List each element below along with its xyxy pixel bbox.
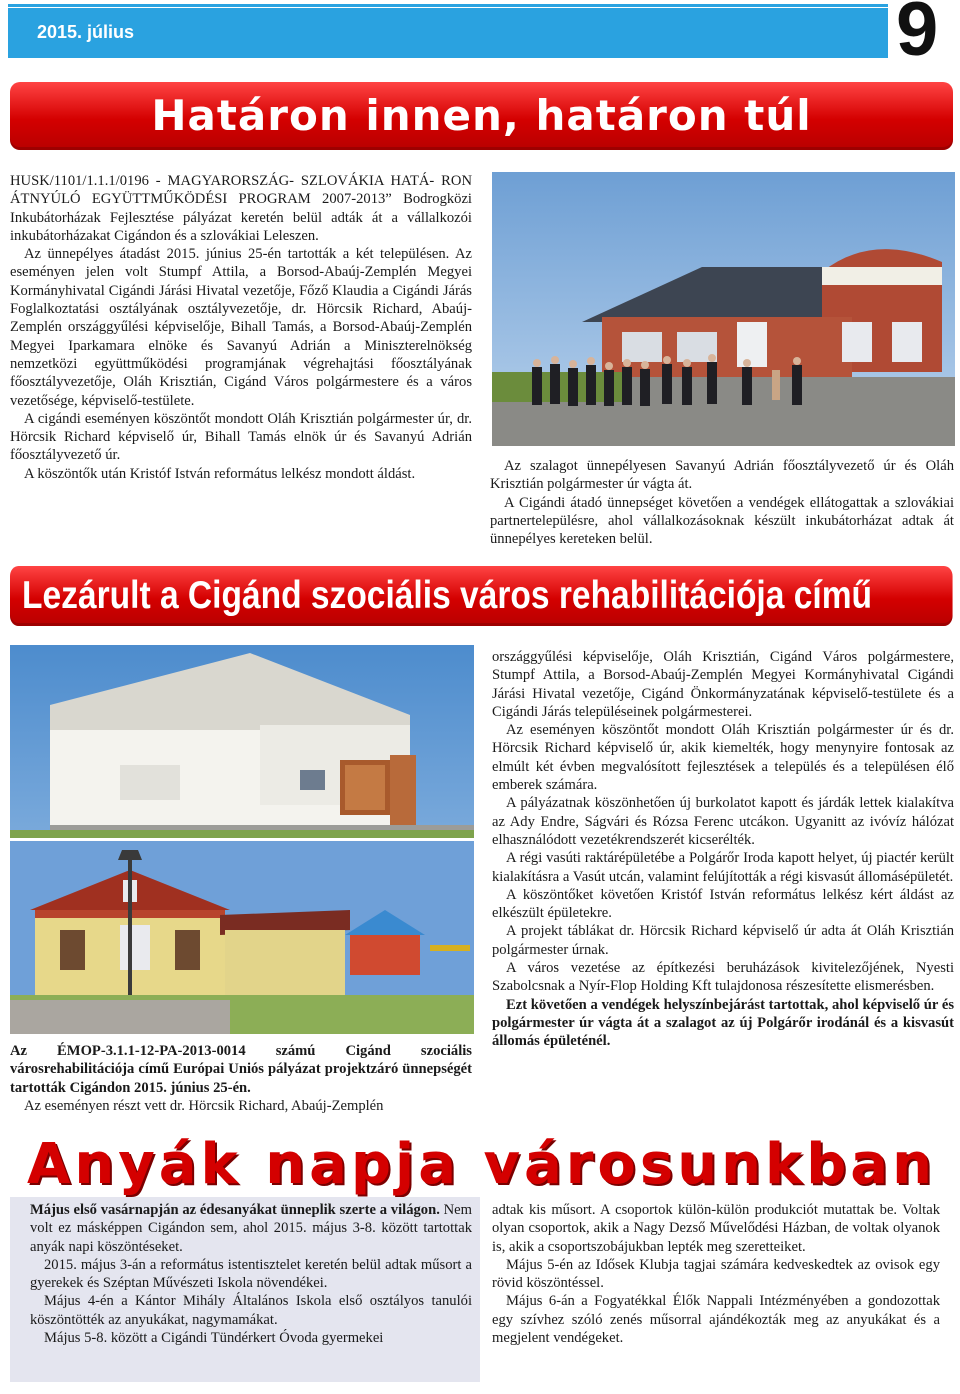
article2-p2: Az eseményen köszöntőt mondott Oláh Krisztián polgármester úr és dr. Hörcsik Richard képviselő úr, akik kiemelték, hogy menynyire fontosak az elmúlt két évben megvalósított fejlesztések a település és a településen élő emberek számára.	[492, 722, 954, 794]
article3-title: Anyák napja városunkban	[10, 1132, 953, 1197]
ribbon-cutting-photo	[492, 172, 955, 446]
page-number: 9	[896, 0, 939, 72]
renovated-buildings-photo	[10, 645, 474, 1034]
article3-right-column	[492, 1201, 940, 1347]
article1-title: Határon innen, határon túl	[10, 82, 953, 150]
article3-p5: adtak kis műsort. A csoportok külön-külön produkciót mutattak be. Voltak olyan csoportok, akik a Nagy Dezső Művelődési Házban, de voltak olyanok is, akik a csoportszobájukban lepték meg szeretteiket.	[492, 1202, 940, 1255]
article3-p6: Május 5-én az Idősek Klubja tagjai számára kedveskedtek az ovisok egy rövid köszöntéssel.	[492, 1256, 940, 1292]
article3-p7: Május 6-án a Fogyatékkal Élők Nappali Intézményében a gondozottak egy szívhez szóló zenés műsorral ajándékozták meg az anyukákat és a megjelent vendégeket.	[492, 1293, 940, 1347]
article2-right-column	[492, 648, 954, 1051]
article1-body	[10, 172, 472, 483]
article3-p4: Május 5-8. között a Cigándi Tündérkert Óvoda gyermekei	[44, 1330, 384, 1347]
article1-right-column	[490, 457, 954, 548]
article1-p3: A köszöntők után Kristóf István református lelkész mondott áldást.	[24, 465, 416, 482]
article1-p1: Az ünnepélyes átadást 2015. június 25-én tartották a két településen. Az eseményen jelen volt Stumpf Attila, a Borsod-Abaúj-Zemplén Megyei Kormányhivatal Cigándi Járási Hivatal vezetője, Főző Klaudia a Cigándi Járás Foglalkoztatási osztályának osztályvezetője, dr. Hörcsik Richard, Abaúj-Zemplén országgyűlési képviselője, Bihall Tamás, a Borsod-Abaúj-Zemplén Megyei Iparkamara elnöke és Savanyú Adrián a Miniszterelnökség nemzetközi együttműködési programjának végrehajtási főosztályának főosztályvezetője, Oláh Krisztián, Cigánd Város polgármestere és a város vezetősége, képviselő-testülete.	[10, 246, 472, 409]
article3-p3: Május 4-én a Kántor Mihály Általános Iskola első osztályos tanulói köszöntötték az anyukákat, nagymamákat.	[30, 1293, 472, 1328]
article2-p4: A régi vasúti raktárépületébe a Polgárőr Iroda kapott helyet, új piactér került kialakításra a Vasút utcán, valamint felújították a régi kisvasút állomásépületét.	[492, 850, 954, 885]
issue-date: 2015. július	[37, 22, 135, 42]
article2-left-column	[10, 1042, 472, 1115]
article3-p1-bold: Május első vasárnapján az édesanyákat ünneplik szerte a világon.	[30, 1202, 440, 1218]
header-bar	[8, 8, 888, 58]
article2-p1-cont: országgyűlési képviselője, Oláh Krisztián, Cigánd Város polgármestere, Stumpf Attila, a Borsod-Abaúj-Zemplén Megyei Kormányhivatal Cigándi Járási Hivatal vezetője, Cigánd Önkormányzatának képviselő-testülete és a Cigándi Járás településeinek polgármesterei.	[492, 649, 954, 720]
article1-lead: HUSK/1101/1.1.1/0196 - MAGYARORSZÁG- SZLOVÁKIA HATÁ- RON ÁTNYÚLÓ EGYÜTTMŰKÖDÉSI PROGRAM 2007-2013” Bodrogközi Inkubátorházak Fejlesztése pályázat keretén belül adták át a vállalkozói inkubátorházakat Cigándon és a szlovákiai Leleszen.	[10, 173, 472, 244]
article1-p2: A cigándi eseményen köszöntőt mondott Oláh Krisztián polgármester úr, dr. Hörcsik Richard képviselő úr, Bihall Tamás elnök úr és Savanyú Adrián főosztályvezető úr.	[10, 410, 472, 464]
article2-p5: A köszöntőket követően Kristóf István református lelkész kért áldást az elkészült épületekre.	[492, 886, 954, 922]
article3-left-column	[30, 1201, 472, 1347]
article2-p7: A város vezetése az építkezési beruházások kivitelezőjének, Nyesti Szabolcsnak a Nyír-Flop Holding Kft tulajdonosa részesítette elismerésben.	[492, 960, 954, 995]
article2-p3: A pályázatnak köszönhetően új burkolatot kapott és járdák lettek kialakítva az Ady Endre, Ságvári és Rózsa Ferenc utcákon. Ugyanitt az ivóvíz hálózat elhasználódott vezetékrendszerét kicserélték.	[492, 795, 954, 848]
article1-p4: A Cigándi átadó ünnepséget követően a vendégek ellátogattak a szlovákiai partnertelepülésre, ahol vállalkozásoknak készült inkubátorházat adtak át ünnepélyes kereteken belül.	[490, 494, 954, 548]
article2-p1-start: Az eseményen részt vett dr. Hörcsik Richard, Abaúj-Zemplén	[24, 1097, 384, 1114]
article3-p2: 2015. május 3-án a református istentisztelet keretén belül adtak műsort a gyerekek és Széptan Művészeti Iskola növendékei.	[30, 1256, 472, 1292]
article2-title: Lezárult a Cigánd szociális város rehabilitációja című	[10, 566, 953, 626]
header-top-line	[8, 4, 888, 7]
photo1-caption: Az szalagot ünnepélyesen Savanyú Adrián főosztályvezető úr és Oláh Krisztián polgármester úr vágta át.	[490, 458, 954, 493]
article2-lead: Az ÉMOP-3.1.1-12-PA-2013-0014 számú Cigánd szociális városrehabilitációja című Európai Uniós pályázat projektzáró ünnepségét tartották Cigándon 2015. június 25-én.	[10, 1043, 472, 1096]
article3-p1	[30, 1201, 472, 1256]
article2-p8: Ezt követően a vendégek helyszínbejárást tartottak, ahol képviselő úr és polgármester úr vágta át a szalagot az új Polgárőr irodánál és a kisvasút állomás épületénél.	[492, 996, 954, 1050]
article2-p6: A projekt táblákat dr. Hörcsik Richard képviselő úr adta át Oláh Krisztián polgármester úrnak.	[492, 923, 954, 958]
article3-p1-rest: Nem volt ez másképpen Cigándon sem, ahol 2015. május 3-8. között tartottak anyák napi köszöntéseket.	[30, 1202, 472, 1255]
